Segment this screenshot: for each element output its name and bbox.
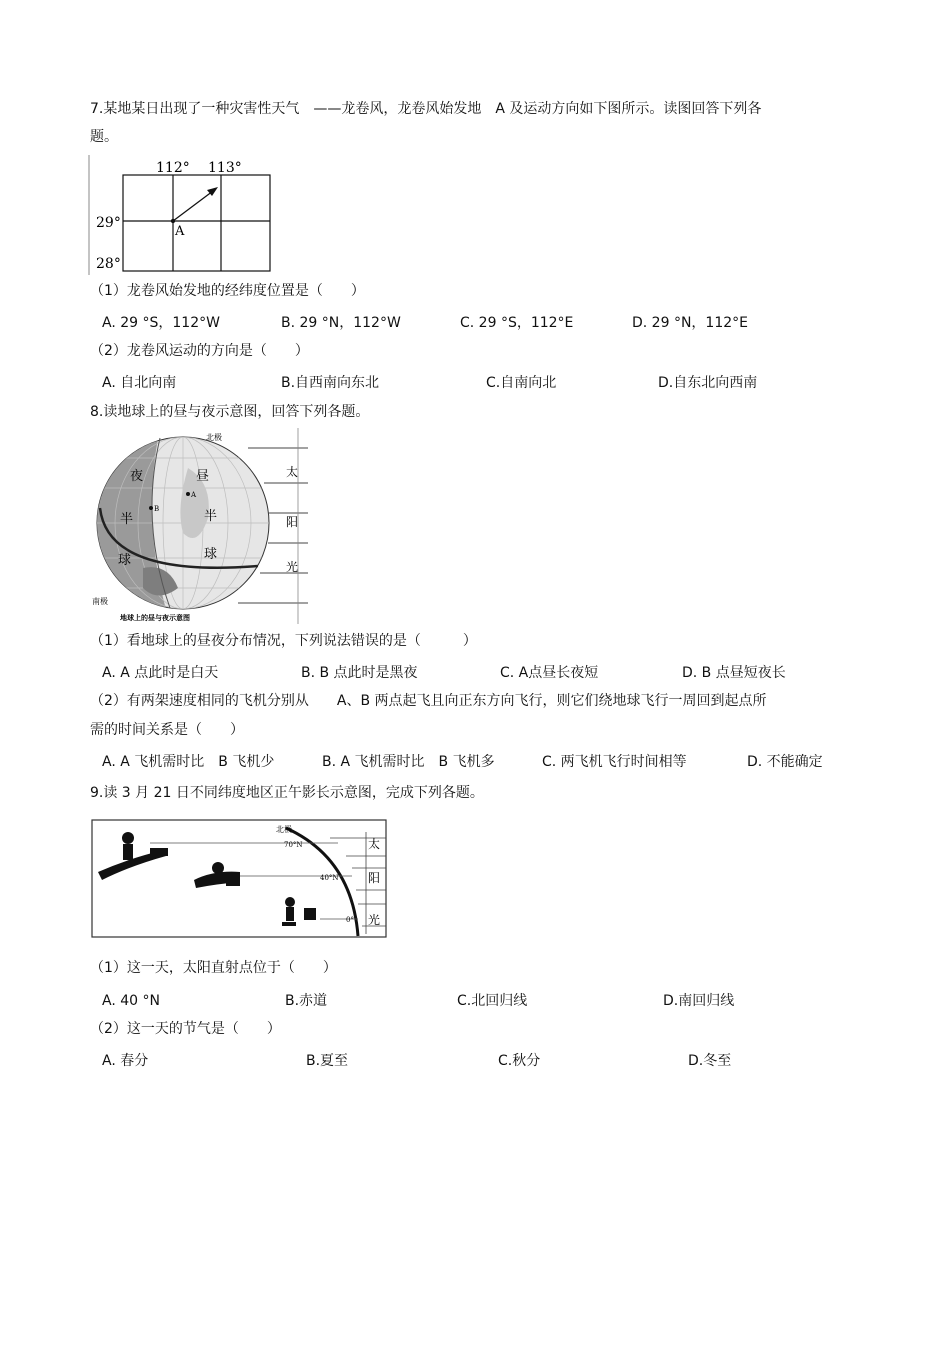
lat-label-28: 28° [96,256,121,272]
q9-sub2-option-a[interactable]: A. 春分 [102,1053,149,1069]
q9-sub1-option-c[interactable]: C.北回归线 [457,993,528,1009]
point-b-dot [149,506,153,510]
q7-sub1-option-c[interactable]: C. 29 °S，112°E [460,315,574,331]
q7-sub1-option-d[interactable]: D. 29 °N，112°E [632,315,748,331]
lon-label-113: 113° [208,160,242,176]
q7-sub2-question: （2）龙卷风运动的方向是（ ） [90,343,309,359]
q8-sub1-option-d[interactable]: D. B 点昼短夜长 [682,665,786,681]
south-pole-label: 南极 [92,597,108,606]
q8-sub1-option-a[interactable]: A. A 点此时是白天 [102,665,219,681]
night-char-3: 球 [118,553,132,568]
sunlight-char-1: 太 [286,465,299,479]
day-char-1: 昼 [196,469,210,484]
north-pole-label: 北极 [206,433,222,442]
day-char-3: 球 [204,547,218,562]
grid-outline [123,175,270,271]
q9-sub2-option-b[interactable]: B.夏至 [306,1053,349,1069]
q7-sub2-option-d[interactable]: D.自东北向西南 [658,375,758,391]
tornado-direction-arrow [173,191,213,221]
night-char-1: 夜 [130,469,144,484]
q9-sub1-option-d[interactable]: D.南回归线 [663,993,735,1009]
q9-sub2-option-c[interactable]: C.秋分 [498,1053,541,1069]
q7-stem: 7.某地某日出现了一种灾害性天气 ——龙卷风，龙卷风始发地 A 及运动方向如下图所示。读图回答下列各 [90,101,762,117]
night-char-2: 半 [120,512,134,527]
q9-sub2-option-d[interactable]: D.冬至 [688,1053,732,1069]
q7-sub2-option-a[interactable]: A. 自北向南 [102,375,177,391]
north-pole-label: 北极 [276,825,292,834]
point-a-label: A [191,491,197,499]
q7-sub1-question: （1）龙卷风始发地的经纬度位置是（ ） [90,283,365,299]
day-char-2: 半 [204,509,218,524]
figure-caption: 地球上的昼与夜示意图 [120,614,190,622]
person-equator-short-shadow [282,897,316,926]
q8-sub1-question: （1）看地球上的昼夜分布情况，下列说法错误的是（ ） [90,633,477,649]
q8-sub2-option-d[interactable]: D. 不能确定 [747,754,823,770]
q8-sub2-option-c[interactable]: C. 两飞机飞行时间相等 [542,754,687,770]
q8-globe-svg [88,428,310,624]
person-40n-with-medium-shadow [194,862,240,888]
lat-70-label: 70°N [284,841,303,849]
sunlight-char-3: 光 [368,913,381,927]
q9-sub1-question: （1）这一天，太阳直射点位于（ ） [90,960,337,976]
q7-sub1-option-a[interactable]: A. 29 °S，112°W [102,315,220,331]
q8-sub2-option-b[interactable]: B. A 飞机需时比 B 飞机多 [322,754,495,770]
q9-stem: 9.读 3 月 21 日不同纬度地区正午影长示意图，完成下列各题。 [90,785,484,801]
q9-sub1-option-b[interactable]: B.赤道 [285,993,328,1009]
q9-noon-shadow-figure [90,818,390,940]
q9-shadow-svg [90,818,390,940]
q8-day-night-globe-figure [88,428,310,624]
q9-sub1-option-a[interactable]: A. 40 °N [102,993,160,1009]
point-b-label: B [154,505,160,513]
q8-sub1-option-c[interactable]: C. A点昼长夜短 [500,665,599,681]
sunlight-char-2: 阳 [368,871,381,885]
person-70n-with-long-shadow [98,832,168,880]
point-a-label: A [175,224,185,239]
sunlight-char-3: 光 [286,560,299,574]
sunlight-char-2: 阳 [286,515,299,529]
q8-sub2-option-a[interactable]: A. A 飞机需时比 B 飞机少 [102,754,275,770]
q7-lat-lon-grid-figure [88,155,280,275]
q8-sub2-question-continued: 需的时间关系是（ ） [90,722,244,738]
lon-label-112: 112° [156,160,190,176]
q7-sub1-option-b[interactable]: B. 29 °N，112°W [281,315,401,331]
q8-stem: 8.读地球上的昼与夜示意图，回答下列各题。 [90,404,370,420]
lat-0-label: 0° [346,916,354,924]
q7-stem-continued: 题。 [90,129,118,145]
q7-sub2-option-c[interactable]: C.自南向北 [486,375,557,391]
q9-sub2-question: （2）这一天的节气是（ ） [90,1021,281,1037]
point-a-dot [186,492,190,496]
q8-sub1-option-b[interactable]: B. B 点此时是黑夜 [301,665,418,681]
lat-40-label: 40°N [320,874,339,882]
q7-sub2-option-b[interactable]: B.自西南向东北 [281,375,380,391]
lat-label-29: 29° [96,215,121,231]
q7-grid-svg [88,155,280,275]
sunlight-char-1: 太 [368,837,381,851]
q8-sub2-question: （2）有两架速度相同的飞机分别从 A、B 两点起飞且向正东方向飞行，则它们绕地球飞行一周回到起点所 [90,693,767,709]
